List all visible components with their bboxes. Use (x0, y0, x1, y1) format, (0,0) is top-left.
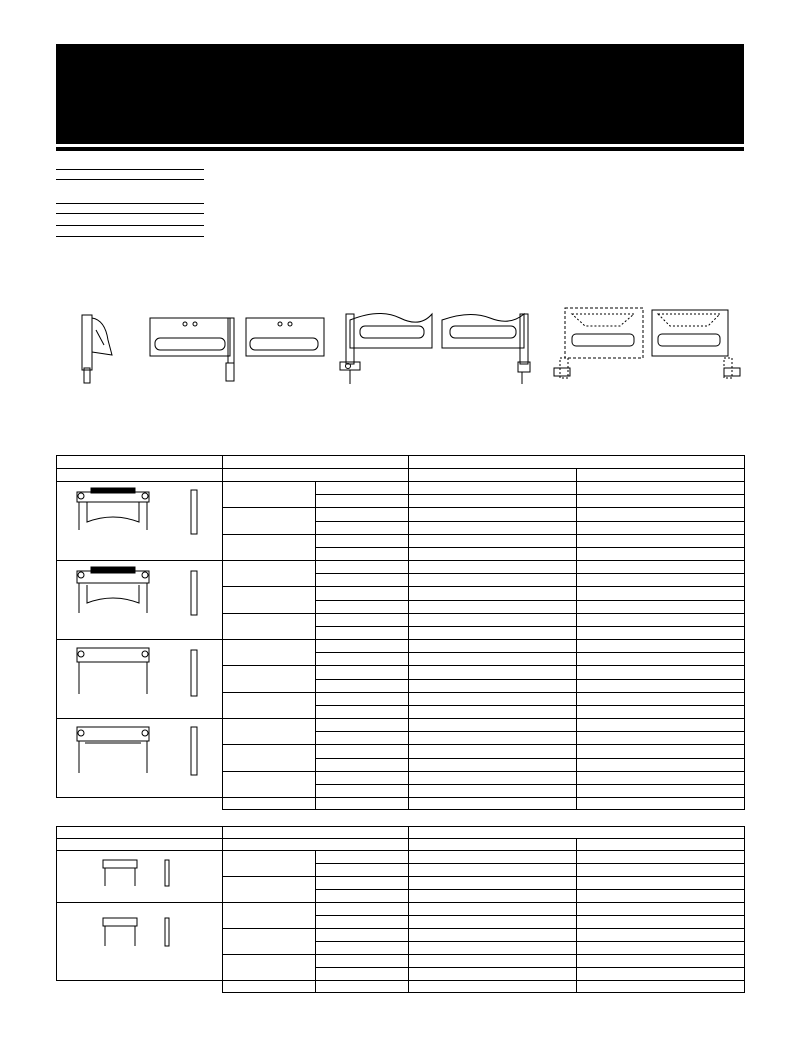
cell (316, 864, 409, 877)
spec-line (56, 169, 204, 170)
cell (409, 839, 577, 851)
dashed-view-a-figure (554, 308, 643, 378)
product-thumbnail-1 (57, 482, 223, 561)
cell (577, 679, 745, 692)
product-table-2 (56, 826, 745, 993)
spec-line (56, 236, 204, 237)
cell (577, 968, 745, 981)
spec-line (56, 179, 204, 180)
cell (223, 851, 316, 877)
cell (409, 692, 577, 706)
cell (409, 653, 577, 666)
cell (577, 785, 745, 798)
cell (223, 955, 316, 981)
cell (409, 903, 577, 916)
cell (577, 890, 745, 903)
cell (577, 653, 745, 666)
cell (409, 600, 577, 613)
side-view-figure (82, 315, 112, 383)
header-cell (409, 456, 745, 469)
header-cell (57, 456, 223, 469)
cell (577, 521, 745, 534)
cell (316, 758, 409, 771)
cell (57, 827, 223, 839)
cell (316, 561, 409, 574)
cell (577, 798, 745, 810)
cell (223, 827, 409, 839)
cell (316, 877, 409, 890)
cell (316, 613, 409, 627)
cell (316, 955, 409, 968)
cell (316, 981, 409, 993)
cell (316, 600, 409, 613)
cell (316, 851, 409, 864)
cell (223, 508, 316, 535)
table-row (57, 482, 745, 495)
cell (409, 877, 577, 890)
cell (316, 798, 409, 810)
product-figure-strip (60, 300, 750, 400)
cell (577, 981, 745, 993)
cell (57, 981, 223, 993)
cell (577, 719, 745, 732)
cell (577, 916, 745, 929)
cell (409, 482, 577, 495)
cell (409, 613, 577, 627)
cell (57, 839, 223, 851)
cell (316, 903, 409, 916)
cell (577, 903, 745, 916)
cell (223, 745, 316, 772)
cell (57, 798, 223, 810)
dashed-view-b-figure (652, 310, 740, 378)
product-thumbnail-3 (57, 640, 223, 719)
tilted-view-b-figure (442, 314, 530, 384)
cell (316, 719, 409, 732)
table-subheader-row (57, 469, 745, 482)
cell (409, 758, 577, 771)
header-cell (223, 456, 409, 469)
cell (409, 627, 577, 640)
cell (223, 981, 316, 993)
header-cell (57, 469, 223, 482)
cell (577, 745, 745, 759)
header-banner (56, 44, 744, 144)
header-cell (577, 469, 745, 482)
cell (409, 827, 745, 839)
cell (577, 942, 745, 955)
cell (409, 785, 577, 798)
table-row (57, 640, 745, 653)
cell (409, 640, 577, 653)
cell (409, 864, 577, 877)
cell (316, 679, 409, 692)
cell (577, 495, 745, 508)
cell (409, 719, 577, 732)
cell (409, 706, 577, 719)
cell (223, 839, 409, 851)
table-row (57, 561, 745, 574)
cell (409, 890, 577, 903)
cell (409, 981, 577, 993)
product-thumbnail-5 (57, 851, 223, 903)
cell (577, 627, 745, 640)
cell (577, 640, 745, 653)
cell (316, 653, 409, 666)
table-header-row (57, 456, 745, 469)
table-row (57, 851, 745, 864)
cell (577, 548, 745, 561)
cell (223, 771, 316, 798)
cell (316, 929, 409, 942)
cell (577, 839, 745, 851)
cell (409, 521, 577, 534)
cell (316, 771, 409, 785)
cell (577, 600, 745, 613)
cell (223, 587, 316, 614)
table-row (57, 719, 745, 732)
product-thumbnail-2 (57, 561, 223, 640)
cell (409, 587, 577, 601)
cell (409, 798, 577, 810)
cell (577, 955, 745, 968)
cell (409, 508, 577, 522)
cell (223, 877, 316, 903)
cell (223, 692, 316, 719)
cell (577, 706, 745, 719)
product-thumbnail-4 (57, 719, 223, 798)
cell (316, 574, 409, 587)
cell (577, 561, 745, 574)
cell (316, 692, 409, 706)
table-subheader-row (57, 839, 745, 851)
cell (316, 942, 409, 955)
product-table-1 (56, 455, 745, 810)
cell (223, 929, 316, 955)
cell (316, 548, 409, 561)
table-footer-row (57, 981, 745, 993)
cell (577, 613, 745, 627)
cell (577, 482, 745, 495)
spec-line (56, 213, 204, 214)
cell (577, 534, 745, 548)
header-rule (56, 147, 744, 151)
cell (316, 627, 409, 640)
cell (577, 864, 745, 877)
table-row (57, 903, 745, 916)
cell (577, 929, 745, 942)
cell (316, 587, 409, 601)
cell (223, 534, 316, 561)
cell (409, 679, 577, 692)
cell (577, 692, 745, 706)
table-footer-row (57, 798, 745, 810)
cell (223, 482, 316, 508)
cell (223, 640, 316, 666)
cell (577, 771, 745, 785)
cell (409, 548, 577, 561)
cell (316, 482, 409, 495)
cell (223, 903, 316, 929)
cell (316, 508, 409, 522)
cell (223, 666, 316, 693)
product-thumbnail-6 (57, 903, 223, 981)
cell (316, 890, 409, 903)
cell (577, 587, 745, 601)
header-cell (409, 469, 577, 482)
tilted-view-a-figure (340, 313, 432, 384)
cell (577, 877, 745, 890)
cell (316, 745, 409, 759)
spec-line (56, 203, 204, 204)
top-view-a-figure (150, 318, 234, 381)
cell (409, 495, 577, 508)
cell (316, 640, 409, 653)
cell (577, 758, 745, 771)
cell (409, 771, 577, 785)
header-cell (223, 469, 409, 482)
cell (409, 916, 577, 929)
top-view-b-figure (246, 318, 324, 356)
cell (409, 574, 577, 587)
cell (316, 732, 409, 745)
cell (223, 798, 316, 810)
cell (577, 732, 745, 745)
cell (409, 968, 577, 981)
cell (316, 666, 409, 680)
cell (316, 916, 409, 929)
cell (409, 955, 577, 968)
cell (409, 942, 577, 955)
cell (316, 785, 409, 798)
spec-line (56, 225, 204, 226)
cell (577, 666, 745, 680)
cell (577, 508, 745, 522)
cell (409, 851, 577, 864)
table-header-row (57, 827, 745, 839)
cell (409, 561, 577, 574)
cell (409, 732, 577, 745)
cell (409, 534, 577, 548)
cell (316, 706, 409, 719)
cell (223, 561, 316, 587)
cell (316, 495, 409, 508)
cell (223, 613, 316, 640)
cell (316, 521, 409, 534)
cell (409, 929, 577, 942)
cell (409, 666, 577, 680)
cell (316, 534, 409, 548)
cell (409, 745, 577, 759)
cell (577, 851, 745, 864)
cell (577, 574, 745, 587)
cell (316, 968, 409, 981)
cell (223, 719, 316, 745)
